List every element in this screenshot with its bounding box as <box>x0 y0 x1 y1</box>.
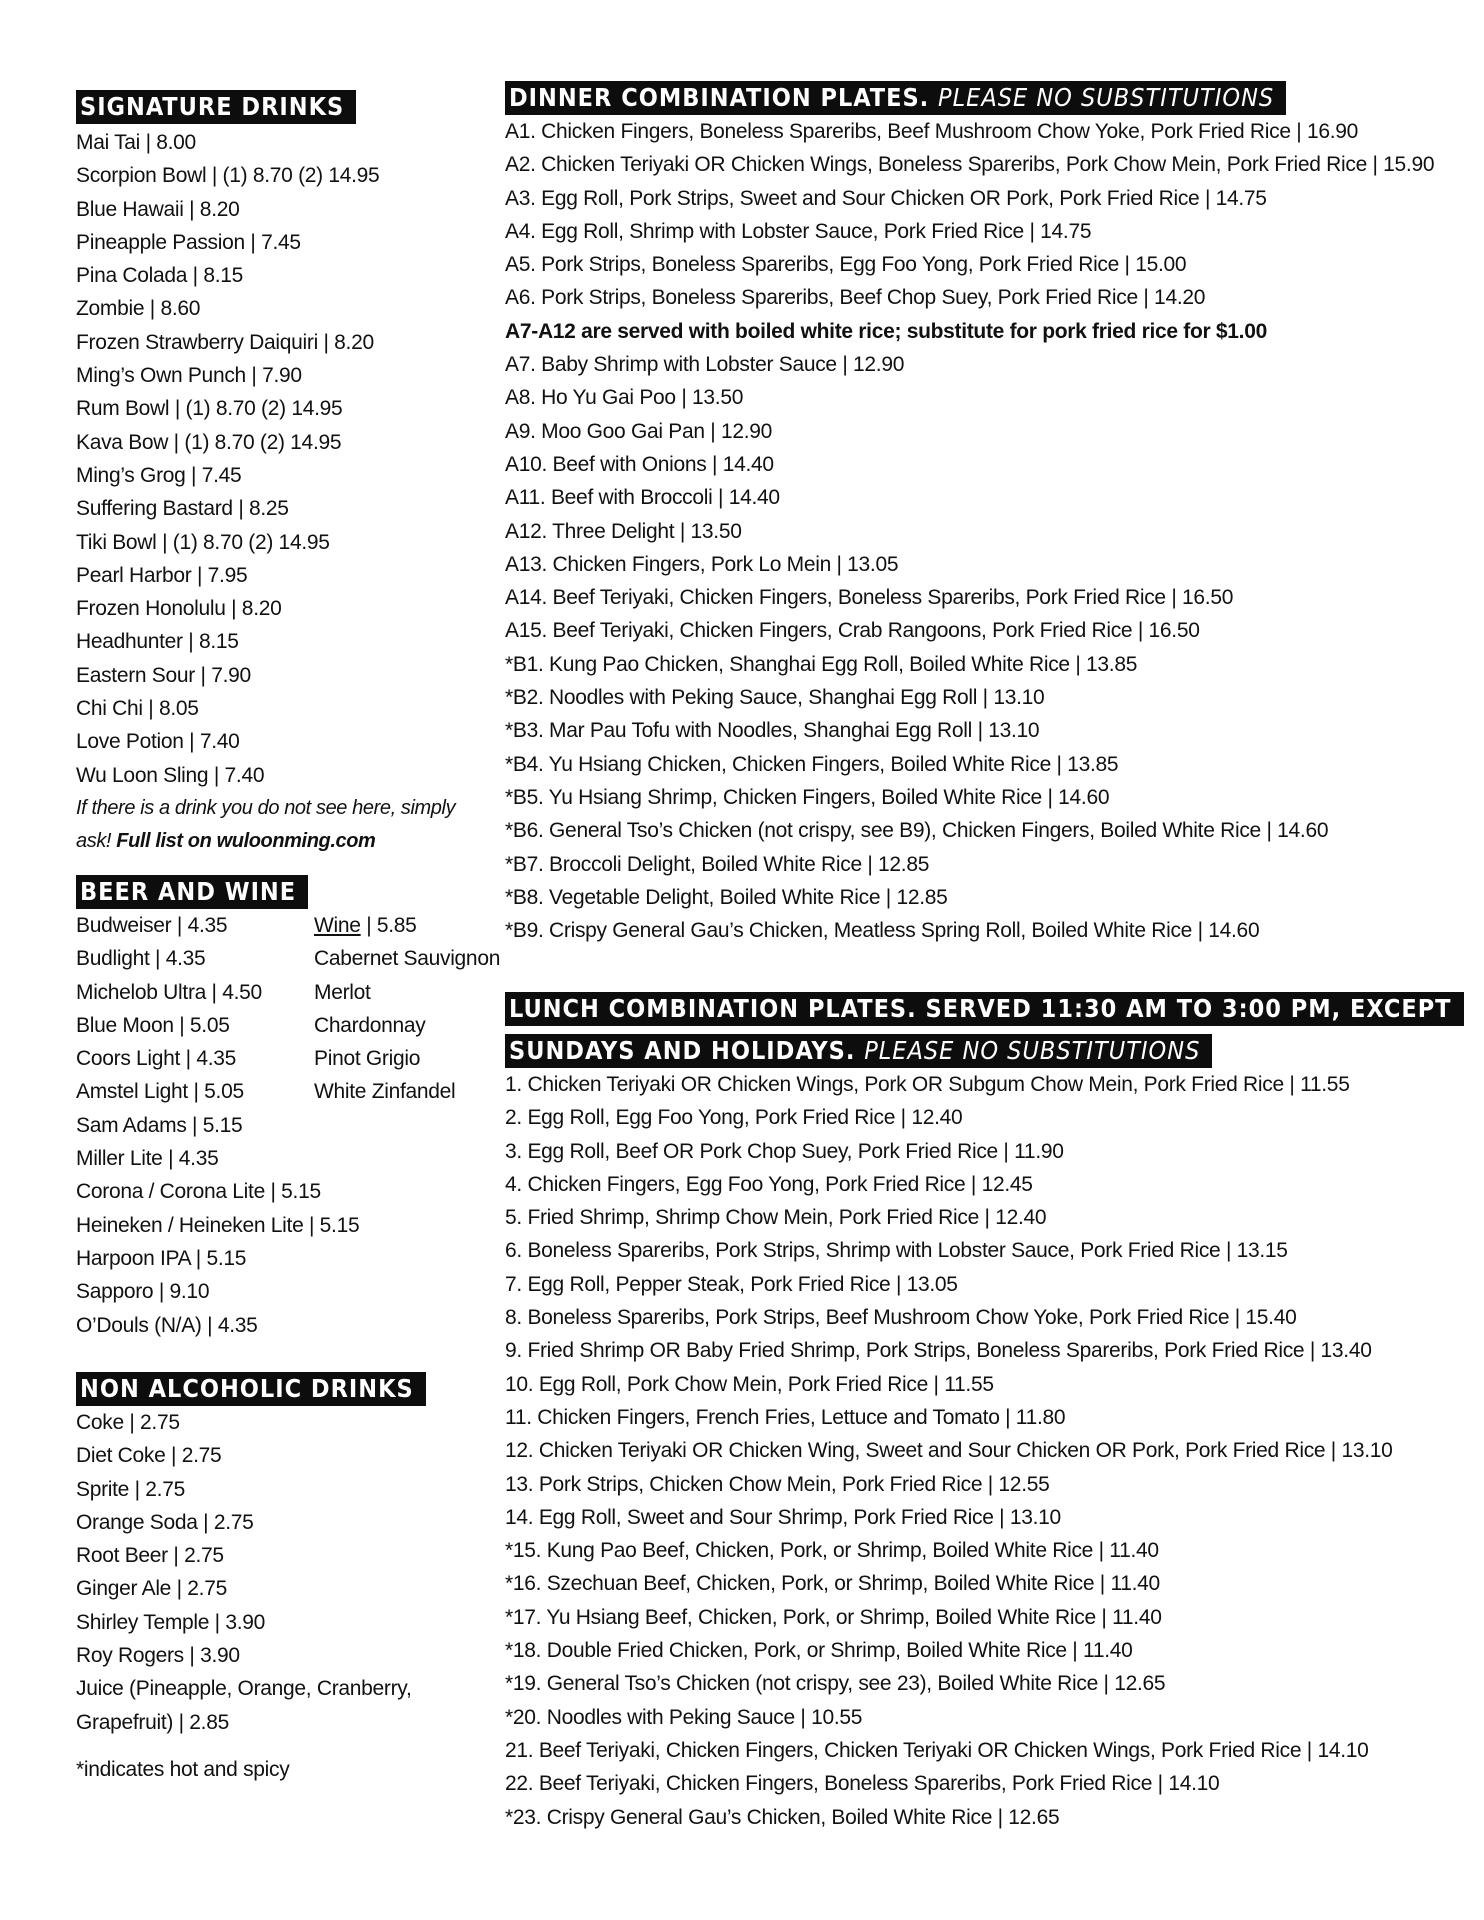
lunch-item: 12. Chicken Teriyaki OR Chicken Wing, Sweet and Sour Chicken OR Pork, Pork Fried Rice | 13.10 <box>505 1439 1393 1463</box>
dinner-item: *B6. General Tso’s Chicken (not crispy, see B9), Chicken Fingers, Boiled White Rice | 14.60 <box>505 819 1329 843</box>
drink-note: If there is a drink you do not see here, simply <box>76 796 456 819</box>
drink-item: Pearl Harbor | 7.95 <box>76 563 248 587</box>
lunch-item: 3. Egg Roll, Beef OR Pork Chop Suey, Pork Fried Rice | 11.90 <box>505 1139 1064 1163</box>
lunch-item: 4. Chicken Fingers, Egg Foo Yong, Pork Fried Rice | 12.45 <box>505 1172 1033 1196</box>
soft-drink-item: Roy Rogers | 3.90 <box>76 1644 240 1668</box>
dinner-item: A6. Pork Strips, Boneless Spareribs, Beef Chop Suey, Pork Fried Rice | 14.20 <box>505 286 1206 310</box>
wine-label: Wine <box>314 914 361 937</box>
dinner-item: *B4. Yu Hsiang Chicken, Chicken Fingers, Boiled White Rice | 13.85 <box>505 752 1119 776</box>
lunch-item: 1. Chicken Teriyaki OR Chicken Wings, Pork OR Subgum Chow Mein, Pork Fried Rice | 11.55 <box>505 1073 1350 1096</box>
lunch-heading-text: SUNDAYS AND HOLIDAYS. <box>509 1036 865 1065</box>
wine-price: | 5.85 <box>360 914 417 937</box>
lunch-item: 10. Egg Roll, Pork Chow Mein, Pork Fried Rice | 11.55 <box>505 1372 994 1396</box>
dinner-item: A5. Pork Strips, Boneless Spareribs, Egg Foo Yong, Pork Fried Rice | 15.00 <box>505 253 1187 277</box>
lunch-item: 13. Pork Strips, Chicken Chow Mein, Pork Fried Rice | 12.55 <box>505 1472 1050 1496</box>
dinner-item: A15. Beef Teriyaki, Chicken Fingers, Crab Rangoons, Pork Fried Rice | 16.50 <box>505 619 1200 643</box>
dinner-heading-text: DINNER COMBINATION PLATES. <box>509 83 939 112</box>
lunch-item: 6. Boneless Spareribs, Pork Strips, Shrimp with Lobster Sauce, Pork Fried Rice | 13.15 <box>505 1239 1288 1263</box>
dinner-item: A11. Beef with Broccoli | 14.40 <box>505 486 780 510</box>
soft-drink-item: Coke | 2.75 <box>76 1411 180 1434</box>
wine-item: Cabernet Sauvignon <box>314 947 501 971</box>
beer-wine-section <box>76 875 501 1369</box>
soft-drink-item: Root Beer | 2.75 <box>76 1544 224 1568</box>
dinner-item: A8. Ho Yu Gai Poo | 13.50 <box>505 386 744 410</box>
beer-item: Corona / Corona Lite | 5.15 <box>76 1180 321 1204</box>
drink-note-line-2 <box>76 825 455 858</box>
dinner-item: A2. Chicken Teriyaki OR Chicken Wings, Boneless Spareribs, Pork Chow Mein, Pork Fried Rice | 15.90 <box>505 153 1435 177</box>
spicy-footnote: *indicates hot and spicy <box>76 1757 290 1781</box>
non-alcoholic-section <box>76 1372 420 1786</box>
lunch-item: 7. Egg Roll, Pepper Steak, Pork Fried Rice | 13.05 <box>505 1272 958 1296</box>
drink-item: Love Potion | 7.40 <box>76 730 240 754</box>
beer-wine-grid <box>76 909 501 1369</box>
lunch-item: 2. Egg Roll, Egg Foo Yong, Pork Fried Rice | 12.40 <box>505 1106 963 1130</box>
lunch-item: *19. General Tso’s Chicken (not crispy, see 23), Boiled White Rice | 12.65 <box>505 1672 1166 1696</box>
signature-drinks-list <box>76 126 455 858</box>
drink-item: Frozen Strawberry Daiquiri | 8.20 <box>76 330 374 354</box>
soft-drink-item: Shirley Temple | 3.90 <box>76 1610 266 1634</box>
drink-item: Pineapple Passion | 7.45 <box>76 230 301 254</box>
beer-item: Budlight | 4.35 <box>76 947 206 971</box>
beer-item: Heineken / Heineken Lite | 5.15 <box>76 1213 360 1237</box>
dinner-item: A14. Beef Teriyaki, Chicken Fingers, Boneless Spareribs, Pork Fried Rice | 16.50 <box>505 586 1234 610</box>
drink-note-text: ask! <box>76 829 117 852</box>
wine-item: White Zinfandel <box>314 1080 456 1104</box>
lunch-section <box>505 992 1458 1834</box>
dinner-heading <box>505 81 1280 115</box>
dinner-item: *B5. Yu Hsiang Shrimp, Chicken Fingers, Boiled White Rice | 14.60 <box>505 785 1110 809</box>
lunch-item: *20. Noodles with Peking Sauce | 10.55 <box>505 1705 863 1729</box>
beer-item: Amstel Light | 5.05 <box>76 1080 244 1104</box>
lunch-item: *15. Kung Pao Beef, Chicken, Pork, or Shrimp, Boiled White Rice | 11.40 <box>505 1539 1159 1563</box>
dinner-heading-italic: PLEASE NO SUBSTITUTIONS <box>938 83 1275 112</box>
dinner-item: A12. Three Delight | 13.50 <box>505 519 742 543</box>
dinner-item: *B2. Noodles with Peking Sauce, Shanghai Egg Roll | 13.10 <box>505 686 1045 710</box>
drink-item: Scorpion Bowl | (1) 8.70 (2) 14.95 <box>76 164 380 188</box>
drink-item: Headhunter | 8.15 <box>76 630 239 654</box>
beer-item: Michelob Ultra | 4.50 <box>76 980 262 1004</box>
drink-item: Zombie | 8.60 <box>76 297 201 321</box>
drink-item: Kava Bow | (1) 8.70 (2) 14.95 <box>76 430 342 454</box>
drink-item: Pina Colada | 8.15 <box>76 264 244 288</box>
beer-item: Miller Lite | 4.35 <box>76 1147 219 1171</box>
lunch-item: 8. Boneless Spareribs, Pork Strips, Beef Mushroom Chow Yoke, Pork Fried Rice | 15.40 <box>505 1306 1297 1330</box>
dinner-item: A13. Chicken Fingers, Pork Lo Mein | 13.05 <box>505 552 899 576</box>
drink-item: Wu Loon Sling | 7.40 <box>76 763 265 787</box>
soft-drink-item: Diet Coke | 2.75 <box>76 1444 222 1468</box>
soft-drink-item: Grapefruit) | 2.85 <box>76 1710 229 1734</box>
drink-item: Tiki Bowl | (1) 8.70 (2) 14.95 <box>76 530 330 554</box>
drink-item: Eastern Sour | 7.90 <box>76 663 251 687</box>
dinner-item: A7. Baby Shrimp with Lobster Sauce | 12.90 <box>505 353 905 377</box>
wine-item: Chardonnay <box>314 1013 426 1037</box>
soft-drink-item: Ginger Ale | 2.75 <box>76 1577 227 1601</box>
lunch-item: *17. Yu Hsiang Beef, Chicken, Pork, or Shrimp, Boiled White Rice | 11.40 <box>505 1605 1162 1629</box>
lunch-item: 9. Fried Shrimp OR Baby Fried Shrimp, Pork Strips, Boneless Spareribs, Pork Fried Rice | 13.40 <box>505 1339 1372 1363</box>
drink-item: Ming’s Grog | 7.45 <box>76 463 242 487</box>
dinner-rice-notice: A7-A12 are served with boiled white rice; substitute for pork fried rice for $1.00 <box>505 319 1267 343</box>
dinner-item: *B9. Crispy General Gau’s Chicken, Meatless Spring Roll, Boiled White Rice | 14.60 <box>505 919 1260 943</box>
beer-item: Sam Adams | 5.15 <box>76 1113 243 1137</box>
drink-item: Chi Chi | 8.05 <box>76 697 199 721</box>
lunch-heading-italic: PLEASE NO SUBSTITUTIONS <box>864 1036 1201 1065</box>
dinner-item: *B7. Broccoli Delight, Boiled White Rice | 12.85 <box>505 852 930 876</box>
drink-item: Blue Hawaii | 8.20 <box>76 197 240 221</box>
signature-drinks-section <box>76 90 455 858</box>
lunch-item: 5. Fried Shrimp, Shrimp Chow Mein, Pork Fried Rice | 12.40 <box>505 1206 1047 1230</box>
dinner-section <box>505 81 1434 947</box>
drink-item: Suffering Bastard | 8.25 <box>76 497 289 521</box>
drink-item: Ming’s Own Punch | 7.90 <box>76 364 302 388</box>
dinner-item: A3. Egg Roll, Pork Strips, Sweet and Sour Chicken OR Pork, Pork Fried Rice | 14.75 <box>505 186 1267 210</box>
drink-item: Rum Bowl | (1) 8.70 (2) 14.95 <box>76 397 343 421</box>
wine-item: Merlot <box>314 980 371 1004</box>
soft-drink-item: Juice (Pineapple, Orange, Cranberry, <box>76 1677 412 1701</box>
dinner-item: *B3. Mar Pau Tofu with Noodles, Shanghai Egg Roll | 13.10 <box>505 719 1040 743</box>
wine-price-line <box>314 909 500 942</box>
non-alcoholic-heading: NON ALCOHOLIC DRINKS <box>76 1372 420 1406</box>
lunch-heading-line-1: LUNCH COMBINATION PLATES. SERVED 11:30 AM TO 3:00 PM, EXCEPT <box>505 992 1458 1026</box>
beer-item: Budweiser | 4.35 <box>76 914 228 937</box>
dinner-item: A10. Beef with Onions | 14.40 <box>505 452 774 476</box>
dinner-item: A1. Chicken Fingers, Boneless Spareribs, Beef Mushroom Chow Yoke, Pork Fried Rice | 16.90 <box>505 120 1359 143</box>
beer-wine-heading: BEER AND WINE <box>76 875 302 909</box>
beer-item: Harpoon IPA | 5.15 <box>76 1246 247 1270</box>
wine-list <box>314 909 500 1109</box>
drink-item: Mai Tai | 8.00 <box>76 131 196 154</box>
lunch-item: 22. Beef Teriyaki, Chicken Fingers, Boneless Spareribs, Pork Fried Rice | 14.10 <box>505 1772 1220 1796</box>
drink-item: Frozen Honolulu | 8.20 <box>76 597 282 621</box>
beer-item: Blue Moon | 5.05 <box>76 1013 230 1037</box>
lunch-heading-line-2 <box>505 1034 1206 1068</box>
lunch-item: *18. Double Fried Chicken, Pork, or Shrimp, Boiled White Rice | 11.40 <box>505 1639 1133 1663</box>
dinner-item: A4. Egg Roll, Shrimp with Lobster Sauce, Pork Fried Rice | 14.75 <box>505 219 1092 243</box>
lunch-item: 14. Egg Roll, Sweet and Sour Shrimp, Pork Fried Rice | 13.10 <box>505 1505 1061 1529</box>
soft-drink-item: Sprite | 2.75 <box>76 1477 185 1501</box>
dinner-item: *B8. Vegetable Delight, Boiled White Rice | 12.85 <box>505 885 948 909</box>
dinner-list <box>505 115 1434 947</box>
wine-item: Pinot Grigio <box>314 1047 421 1071</box>
lunch-item: *16. Szechuan Beef, Chicken, Pork, or Shrimp, Boiled White Rice | 11.40 <box>505 1572 1160 1596</box>
soft-drink-item: Orange Soda | 2.75 <box>76 1510 254 1534</box>
non-alcoholic-list <box>76 1406 420 1739</box>
beer-item: Coors Light | 4.35 <box>76 1047 236 1071</box>
dinner-item: *B1. Kung Pao Chicken, Shanghai Egg Roll, Boiled White Rice | 13.85 <box>505 652 1138 676</box>
full-list-link[interactable]: Full list on wuloonming.com <box>116 829 376 852</box>
beer-item: Sapporo | 9.10 <box>76 1280 210 1304</box>
lunch-item: 21. Beef Teriyaki, Chicken Fingers, Chicken Teriyaki OR Chicken Wings, Pork Fried Rice | 14.10 <box>505 1738 1369 1762</box>
lunch-list <box>505 1068 1458 1834</box>
dinner-item: A9. Moo Goo Gai Pan | 12.90 <box>505 419 773 443</box>
beer-item: O’Douls (N/A) | 4.35 <box>76 1313 258 1337</box>
lunch-item: 11. Chicken Fingers, French Fries, Lettuce and Tomato | 11.80 <box>505 1405 1066 1429</box>
signature-drinks-heading: SIGNATURE DRINKS <box>76 90 350 124</box>
lunch-item: *23. Crispy General Gau’s Chicken, Boiled White Rice | 12.65 <box>505 1805 1060 1829</box>
